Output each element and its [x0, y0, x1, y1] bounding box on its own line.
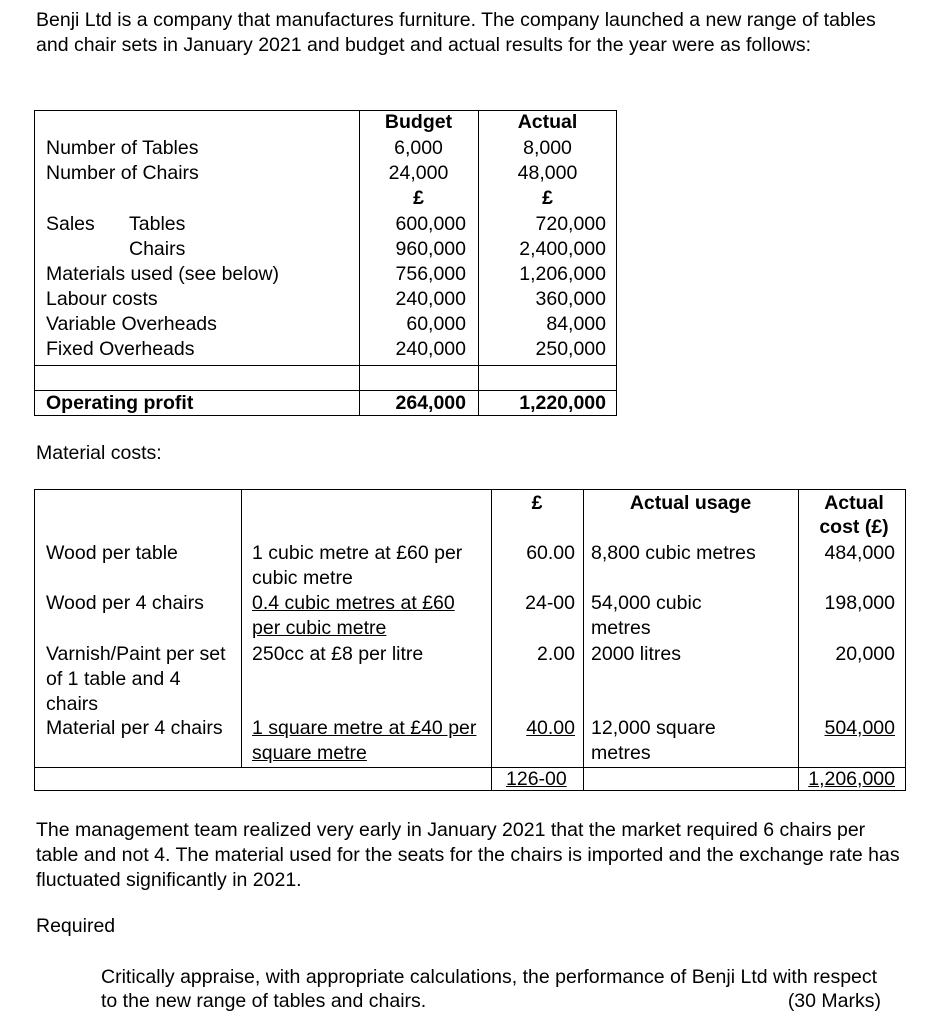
operating-profit-label: Operating profit [46, 392, 194, 414]
material-usage: 54,000 cubic metres [591, 592, 702, 639]
header-actual-usage: Actual usage [629, 492, 752, 514]
material-cost: 504,000 [824, 717, 895, 739]
budget-value: 756,000 [395, 263, 466, 285]
actual-value: 360,000 [535, 288, 606, 310]
budget-value: 960,000 [395, 238, 466, 260]
column-divider [798, 489, 799, 791]
row-label: Variable Overheads [46, 313, 217, 335]
row-label: Materials used (see below) [46, 263, 280, 285]
row-sublabel: Chairs [129, 238, 186, 260]
row-label: Labour costs [46, 288, 158, 310]
column-divider [241, 489, 242, 767]
budget-value: 60,000 [406, 313, 466, 335]
row-label: Number of Tables [46, 137, 199, 159]
budget-value: 240,000 [395, 338, 466, 360]
material-amount: 40.00 [526, 717, 575, 739]
material-item: Wood per 4 chairs [46, 592, 204, 614]
row-label: Sales [46, 213, 95, 235]
row-label: Fixed Overheads [46, 338, 195, 360]
actual-value: 720,000 [535, 213, 606, 235]
material-description: 250cc at £8 per litre [252, 643, 424, 665]
row-divider [34, 365, 617, 366]
required-heading: Required [36, 915, 116, 937]
operating-profit-actual: 1,220,000 [519, 392, 606, 414]
material-costs-label: Material costs: [36, 442, 162, 464]
currency-symbol: £ [542, 187, 553, 209]
actual-value: 1,206,000 [519, 263, 606, 285]
material-description: 0.4 cubic metres at £60 per cubic metre [252, 592, 455, 639]
header-actual-cost: Actual cost (£) [819, 492, 889, 538]
budget-actual-table [34, 110, 617, 416]
actual-value: 8,000 [523, 137, 572, 159]
material-item: Wood per table [46, 542, 178, 564]
material-description: 1 cubic metre at £60 per cubic metre [252, 542, 463, 589]
management-paragraph: The management team realized very early in January 2021 that the market required 6 chairs per table and not 4. The material used for the seats for the chairs is imported and the exchange rate has fluctuated significantly in 2021. [36, 819, 900, 891]
material-amount: 2.00 [537, 643, 575, 665]
column-divider [583, 489, 584, 791]
intro-paragraph: Benji Ltd is a company that manufactures furniture. The company launched a new range of tables and chair sets in January 2021 and budget and actual results for the year were as follows: [36, 9, 876, 56]
currency-symbol: £ [413, 187, 424, 209]
material-item: Varnish/Paint per set of 1 table and 4 chairs [46, 643, 226, 715]
material-item: Material per 4 chairs [46, 717, 223, 739]
material-total-cost: 1,206,000 [808, 768, 895, 790]
budget-value: 24,000 [388, 162, 449, 184]
header-pound: £ [531, 492, 543, 514]
operating-profit-budget: 264,000 [395, 392, 466, 414]
material-cost: 198,000 [824, 592, 895, 614]
row-label: Number of Chairs [46, 162, 199, 184]
budget-value: 240,000 [395, 288, 466, 310]
row-divider [34, 767, 906, 768]
material-cost: 484,000 [824, 542, 895, 564]
actual-value: 250,000 [535, 338, 606, 360]
actual-value: 2,400,000 [519, 238, 606, 260]
material-usage: 8,800 cubic metres [591, 542, 756, 564]
column-divider [491, 489, 492, 791]
material-usage: 2000 litres [591, 643, 681, 665]
material-costs-table [34, 489, 906, 791]
question-block [101, 965, 881, 1013]
header-budget: Budget [384, 111, 453, 133]
material-cost: 20,000 [835, 643, 895, 665]
material-usage: 12,000 square metres [591, 717, 716, 764]
question-text: Critically appraise, with appropriate calculations, the performance of Benji Ltd with respect to the new range of tables and chairs. [101, 966, 878, 1012]
material-amount: 60.00 [526, 542, 575, 564]
budget-value: 6,000 [394, 137, 443, 159]
actual-value: 48,000 [517, 162, 578, 184]
material-amount: 24-00 [525, 592, 575, 614]
row-sublabel: Tables [129, 213, 186, 235]
budget-value: 600,000 [395, 213, 466, 235]
header-actual: Actual [517, 111, 578, 133]
actual-value: 84,000 [546, 313, 606, 335]
marks-label: (30 Marks) [787, 990, 881, 1012]
material-description: 1 square metre at £40 per square metre [252, 717, 477, 764]
material-total-amount: 126-00 [506, 768, 567, 790]
